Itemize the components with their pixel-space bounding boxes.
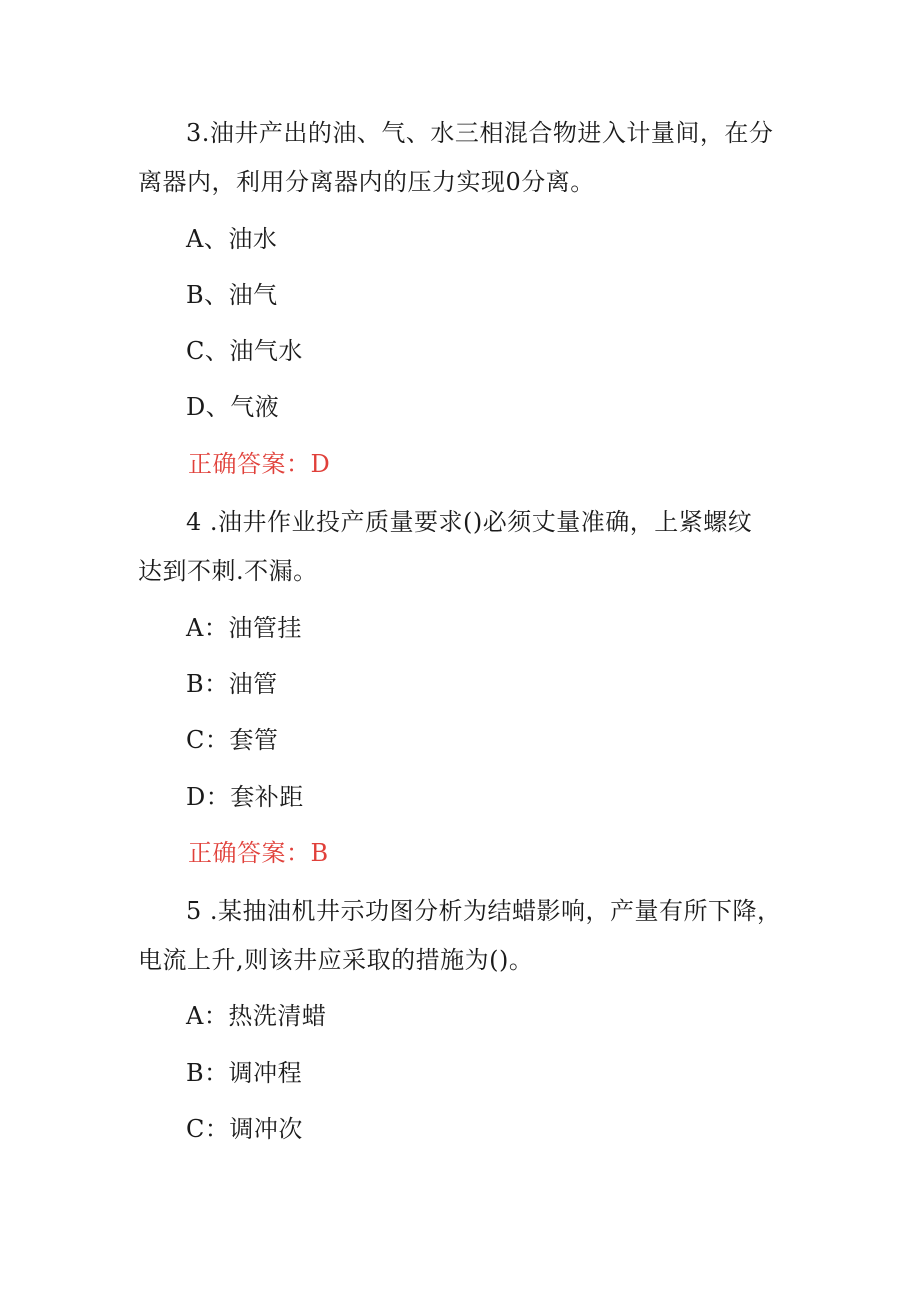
question-4-option-b: B：油管	[186, 670, 278, 698]
question-3-option-b: B、油气	[186, 281, 278, 309]
question-3-option-d: D、气液	[186, 393, 280, 421]
question-4-answer: 正确答案：B	[188, 839, 329, 867]
question-4-stem-line2: 达到不刺.不漏。	[138, 557, 318, 585]
question-4-option-d: D：套补距	[186, 783, 304, 811]
question-4-option-c: C：套管	[186, 726, 279, 754]
question-5-option-a: A：热洗清蜡	[186, 1002, 327, 1030]
question-3-stem-line2: 离器内，利用分离器内的压力实现0分离。	[138, 168, 595, 196]
question-3-option-c: C、油气水	[186, 337, 303, 365]
question-5-option-b: B：调冲程	[186, 1059, 303, 1087]
question-3-option-a: A、油水	[186, 225, 278, 253]
question-3-stem-line1: 3.油井产出的油、气、水三相混合物进入计量间，在分	[186, 119, 774, 147]
question-5-stem-line1: 5 .某抽油机井示功图分析为结蜡影响，产量有所下降，	[186, 897, 782, 925]
question-5-stem-line2: 电流上升,则该井应采取的措施为()。	[138, 946, 534, 974]
question-4-option-a: A：油管挂	[186, 614, 302, 642]
question-4-stem-line1: 4 .油井作业投产质量要求()必须丈量准确，上紧螺纹	[186, 508, 753, 536]
question-5-option-c: C：调冲次	[186, 1115, 303, 1143]
question-3-answer: 正确答案：D	[188, 450, 331, 478]
